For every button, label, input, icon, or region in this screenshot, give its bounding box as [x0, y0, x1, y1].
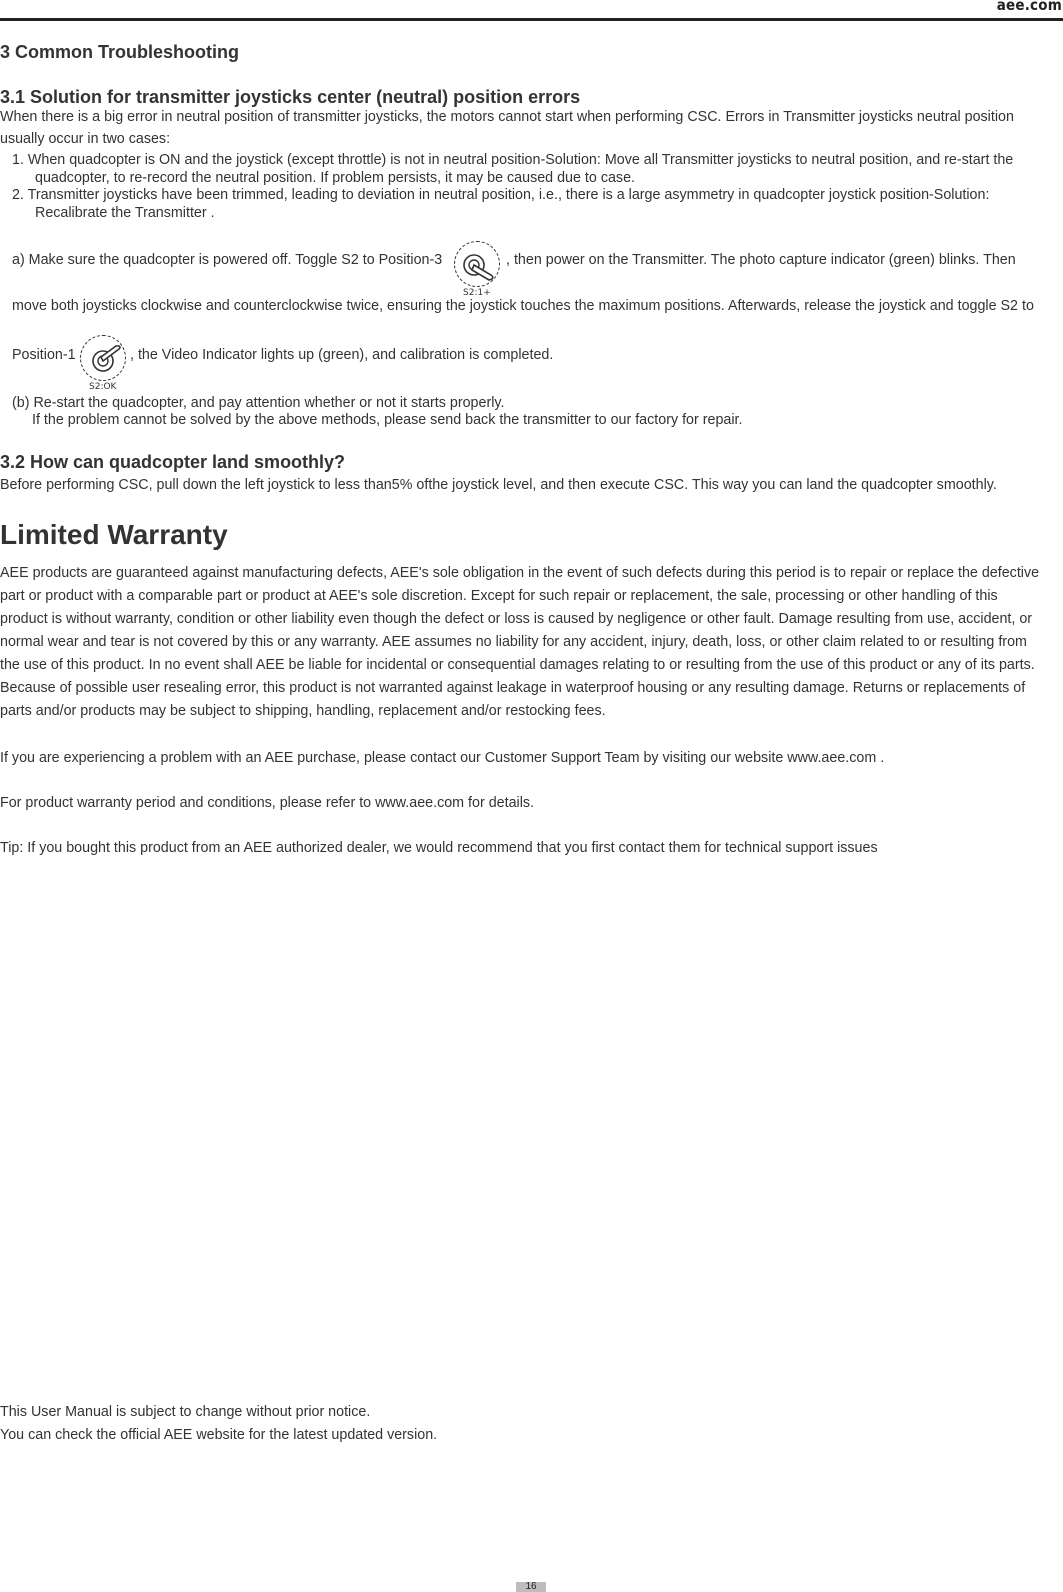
step-b-line: (b) Re-start the quadcopter, and pay attention whether or not it starts properly.	[12, 395, 505, 411]
tip-text: Tip: If you bought this product from an AEE authorized dealer, we would recommend that you first contact them for technical support issues	[0, 840, 878, 856]
paragraph-line: the use of this product. In no event shall AEE be liable for incidental or consequential damages relating to or resulting from the use of this product or any of its parts.	[0, 657, 1035, 673]
paragraph-line: normal wear and tear is not covered by this or any warranty. AEE assumes no liability for any accident, injury, death, loss, or other claim related to or resulting from	[0, 634, 1027, 650]
warranty-period-text: For product warranty period and conditions, please refer to www.aee.com for details.	[0, 795, 535, 811]
paragraph-line: part or product with a comparable part or product at AEE's sole discretion. Except for such repair or replacement, the sale, processing or other handling of this	[0, 588, 998, 604]
toggle-dial-position-3	[454, 241, 500, 287]
step-a-line: move both joysticks clockwise and counterclockwise twice, ensuring the joystick touches the maximum positions. Afterwards, release the joystick and toggle S2 to	[12, 298, 1034, 314]
subsection-title-3-1: 3.1 Solution for transmitter joysticks center (neutral) position errors	[0, 87, 581, 107]
case-1-line: 1. When quadcopter is ON and the joystick (except throttle) is not in neutral position-Solution: Move all Transmitter joysticks to neutral position, and re-start the	[12, 152, 1014, 168]
step-a-line: , then power on the Transmitter. The photo capture indicator (green) blinks. Then	[506, 252, 1016, 268]
page-number: 16	[516, 1582, 546, 1592]
section-title: 3 Common Troubleshooting	[0, 42, 239, 62]
paragraph-line: AEE products are guaranteed against manufacturing defects, AEE's sole obligation in the event of such defects during this period is to repair or replace the defective	[0, 565, 1040, 581]
case-2-line: Recalibrate the Transmitter .	[35, 205, 215, 221]
brand-logo: aee.com	[996, 0, 1062, 14]
warranty-title: Limited Warranty	[0, 519, 228, 550]
step-a-line: a) Make sure the quadcopter is powered off. Toggle S2 to Position-3	[12, 252, 443, 268]
step-b-note: If the problem cannot be solved by the above methods, please send back the transmitter to our factory for repair.	[32, 412, 743, 428]
subsection-title-3-2: 3.2 How can quadcopter land smoothly?	[0, 452, 346, 472]
intro-line: usually occur in two cases:	[0, 131, 171, 147]
toggle-dial-position-1	[80, 335, 126, 381]
paragraph-line: product is without warranty, condition or other liability even though the defect or loss is caused by negligence or other fault. Damage resulting from use, accident, or	[0, 611, 1033, 627]
notice-line: This User Manual is subject to change without prior notice.	[0, 1404, 371, 1420]
toggle-switch-icon	[455, 242, 501, 288]
dial-label: S2:OK	[89, 382, 117, 392]
notice-line: You can check the official AEE website for the latest updated version.	[0, 1427, 438, 1443]
case-1-line: quadcopter, to re-record the neutral position. If problem persists, it may be caused due to case.	[35, 170, 636, 186]
case-2-line: 2. Transmitter joysticks have been trimmed, leading to deviation in neutral position, i.e., there is a large asymmetry in quadcopter joystick position-Solution:	[12, 187, 990, 203]
contact-text: If you are experiencing a problem with an AEE purchase, please contact our Customer Support Team by visiting our website www.aee.com .	[0, 750, 885, 766]
paragraph-line: Because of possible user resealing error, this product is not warranted against leakage in waterproof housing or any resulting damage. Returns or replacements of	[0, 680, 1026, 696]
header-bar	[0, 0, 1063, 21]
paragraph-line: parts and/or products may be subject to shipping, handling, replacement and/or restocking fees.	[0, 703, 606, 719]
paragraph: Before performing CSC, pull down the left joystick to less than5% ofthe joystick level, and then execute CSC. This way you can land the quadcopter smoothly.	[0, 477, 997, 493]
intro-line: When there is a big error in neutral position of transmitter joysticks, the motors cannot start when performing CSC. Errors in Transmitter joysticks neutral position	[0, 109, 1014, 125]
step-a-line: Position-1	[12, 347, 76, 363]
step-a-line: , the Video Indicator lights up (green), and calibration is completed.	[130, 347, 554, 363]
dial-label: S2:1+	[463, 288, 491, 298]
toggle-switch-icon	[81, 336, 127, 382]
warranty-paragraph	[0, 562, 1063, 723]
